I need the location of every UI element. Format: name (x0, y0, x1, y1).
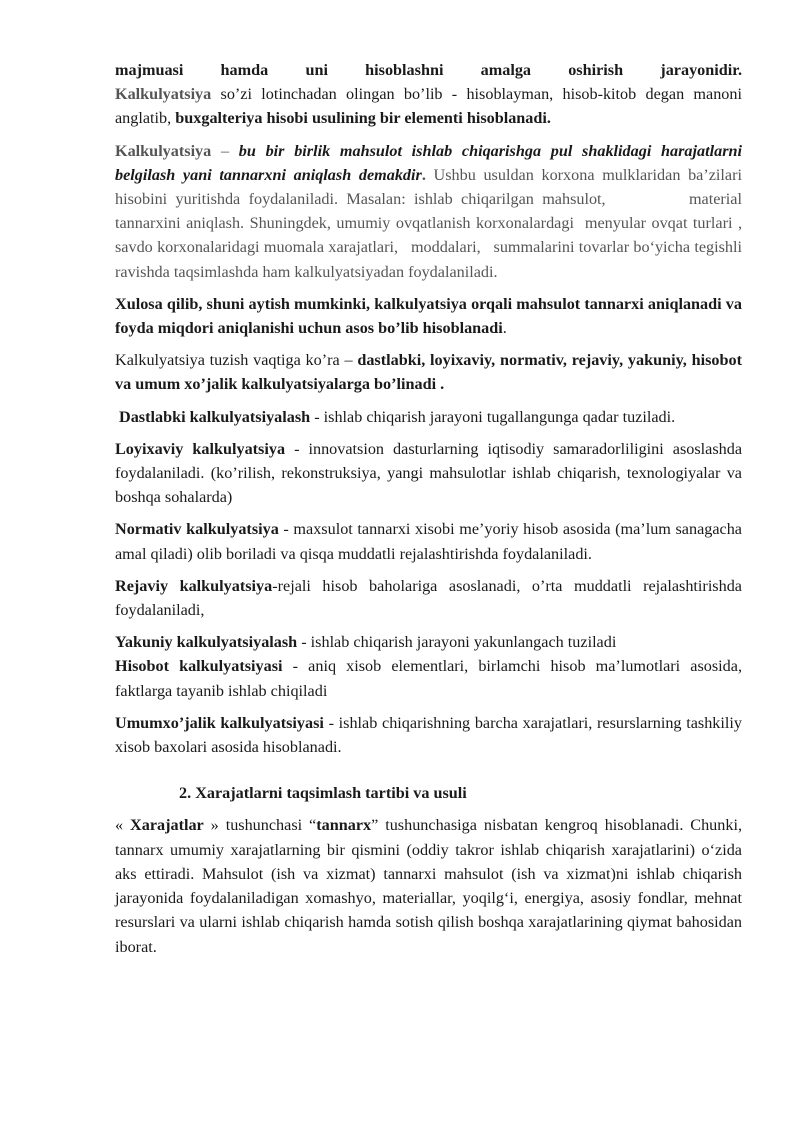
term-loyixaviy: Loyixaviy kalkulyatsiya (115, 439, 286, 458)
term-umumxojalik: Umumxo’jalik kalkulyatsiyasi (115, 713, 324, 732)
term-kalkulyatsiya: Kalkulyatsiya (115, 85, 212, 104)
paragraph-text: - ishlab chiqarish jarayoni tugallangunga qadar tuziladi. (310, 407, 676, 426)
paragraph-yakuniy-hisobot (115, 630, 742, 703)
types-list: dastlabki, loyixaviy, normativ, rejaviy, yakuniy, hisobot va umum xo’jalik kalkulyatsiyalarga bo’linadi . (115, 351, 742, 394)
paragraph-rejaviy (115, 574, 742, 622)
paragraph-definition (115, 58, 742, 131)
paragraph-kalkulyatsiya-meaning (115, 139, 747, 284)
paragraph-conclusion (115, 292, 742, 340)
paragraph-text: - innovatsion dasturlarning iqtisodiy samaradorliligini asoslashda foydalaniladi. (ko’rilish, rekonstruksiya, yangi mahsulotlar ishlab chiqarish, texnologiyalar va boshqa sohalarda) (115, 439, 743, 507)
paragraph-types (115, 348, 742, 396)
paragraph-bold-text: buxgalteriya hisobi usulining bir elementi hisoblanadi. (175, 109, 551, 128)
paragraph-text: - aniq xisob elementlari, birlamchi hisob ma’lumotlari asosida, faktlarga tayanib ishlab chiqiladi (115, 657, 742, 700)
paragraph-umumxojalik (115, 711, 742, 759)
term-yakuniy: Yakuniy kalkulyatsiyalash (115, 633, 298, 652)
paragraph-text: so’zi lotinchadan olingan bo’lib - hisoblayman, hisob-kitob degan manoni anglatib, (115, 85, 742, 128)
period: . (502, 319, 507, 338)
paragraph-text: - ishlab chiqarishning barcha xarajatlari, resurslarning tashkiliy xisob baxolari asosida hisoblanadi. (115, 713, 742, 757)
paragraph-dastlabki (115, 405, 742, 429)
document-page (115, 58, 747, 967)
term-rejaviy: Rejaviy kalkulyatsiya (115, 576, 273, 595)
paragraph-text: ” tushunchasiga nisbatan kengroq hisoblanadi. Chunki, tannarx umumiy xarajatlarning bir qismini (oddiy takror ishlab chiqarish xarajatlarini) o‘zida aks ettiradi. Mahsulot (ish va xizmat) tannarxi mahsulot (ish va xizmat)ni ishlab chiqarish jarayonida foydalaniladigan xomashyo, materiallar, yoqilg‘i, energiya, asosiy fondlar, mehnat resurslari va ularni ishlab chiqarish hamda sotish qilish boshqa xarajatlarining qiymat bahosidan iborat. (115, 816, 743, 956)
term-kalkulyatsiya: Kalkulyatsiya (115, 141, 212, 160)
paragraph-normativ (115, 517, 742, 565)
section-heading: 2. Xarajatlarni taqsimlash tartibi va usuli (179, 784, 467, 803)
open-quote: « (115, 816, 131, 835)
conclusion-bold-text: Xulosa qilib, shuni aytish mumkinki, kalkulyatsiya orqali mahsulot tannarxi aniqlanadi va foyda miqdori aniqlanishi uchun asos bo’lib hisoblanadi (115, 294, 742, 338)
paragraph-text: Ushbu usuldan korxona mulklaridan ba’zilari hisobini yuritishda foydalaniladi. Masalan: ishlab chiqarilgan mahsulot, material tannarxini aniqlash. Shuningdek, umumiy ovqatlanish korxonalardagi menyular ovqat turlari , savdo korxonalaridagi muomala xarajatlari, moddalari, summalarini tovarlar bo‘yicha tegishli ravishda taqsimlashda ham kalkulyatsiyadan foydalaniladi. (115, 165, 747, 281)
paragraph-continuation: majmuasi hamda uni hisoblashni amalga oshirish jarayonidir. (115, 61, 742, 79)
dash: – (211, 141, 239, 160)
term-xarajatlar: Xarajatlar (130, 816, 204, 835)
term-tannarx: tannarx (316, 816, 372, 835)
paragraph-text: Kalkulyatsiya tuzish vaqtiga ko’ra – (115, 351, 358, 370)
definition-italic: bu bir birlik mahsulot ishlab chiqarishga pul shaklidagi harajatlarni belgilash yani tannarxni aniqlash demakdir (115, 141, 743, 184)
term-normativ: Normativ kalkulyatsiya (115, 520, 279, 539)
term-dastlabki: Dastlabki kalkulyatsiyalash (119, 407, 311, 426)
paragraph-text: - maxsulot tannarxi xisobi me’yoriy hisob asosida (ma’lum sanagacha amal qiladi) olib boriladi va qisqa muddatli rejalashtirishda foydalaniladi. (115, 520, 742, 563)
period: . (421, 165, 426, 184)
paragraph-text: - ishlab chiqarish jarayoni yakunlangach tuziladi (297, 633, 617, 652)
paragraph-text: -rejali hisob baholariga asoslanadi, o’rta muddatli rejalashtirishda foydalaniladi, (115, 576, 742, 620)
paragraph-xarajatlar (115, 813, 742, 958)
paragraph-text: » tushunchasi “ (203, 816, 317, 835)
paragraph-loyixaviy (115, 437, 742, 510)
term-hisobot: Hisobot kalkulyatsiyasi (115, 657, 283, 676)
